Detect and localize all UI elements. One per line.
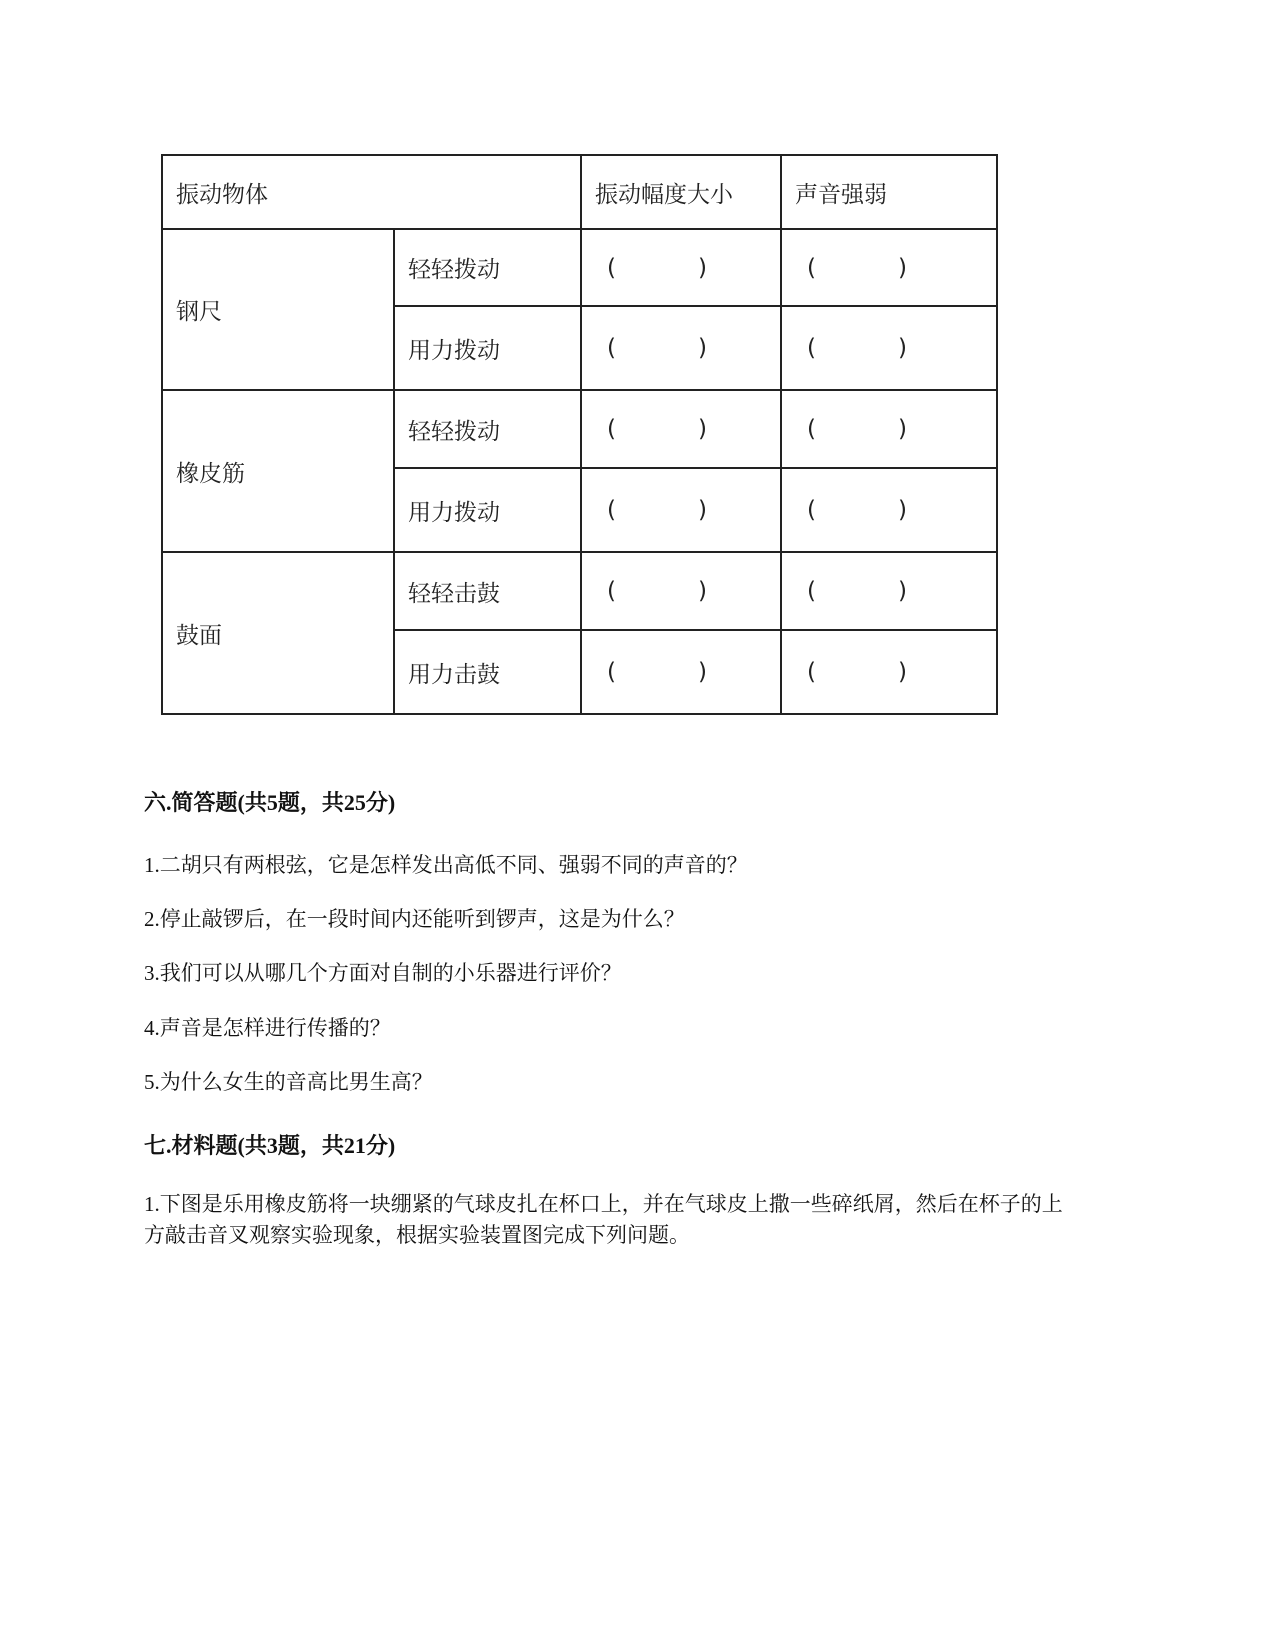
- section-6-title: 六.简答题(共5题，共25分): [144, 790, 396, 815]
- question-6-2: 2.停止敲锣后，在一段时间内还能听到锣声，这是为什么？: [144, 907, 685, 931]
- open-paren: (: [807, 578, 816, 604]
- close-paren: ): [898, 578, 907, 604]
- object-cell: 钢尺: [162, 229, 394, 390]
- close-paren: ): [898, 416, 907, 442]
- open-paren: (: [607, 335, 616, 361]
- close-paren: ): [698, 335, 707, 361]
- open-paren: (: [607, 254, 616, 281]
- amplitude-blank[interactable]: [581, 468, 781, 552]
- close-paren: ): [898, 254, 907, 281]
- close-paren: ): [698, 497, 707, 523]
- open-paren: (: [807, 497, 816, 523]
- close-paren: ): [698, 416, 707, 442]
- object-cell: 鼓面: [162, 552, 394, 714]
- section-7-title: 七.材料题(共3题，共21分): [144, 1133, 396, 1158]
- close-paren: ): [898, 497, 907, 523]
- question-6-1: 1.二胡只有两根弦，它是怎样发出高低不同、强弱不同的声音的？: [144, 853, 748, 877]
- amplitude-blank[interactable]: [581, 390, 781, 468]
- action-cell: 轻轻击鼓: [394, 552, 581, 630]
- table-row: [162, 390, 997, 468]
- close-paren: ): [898, 659, 907, 685]
- open-paren: (: [607, 416, 616, 442]
- amplitude-blank[interactable]: [581, 229, 781, 306]
- open-paren: (: [607, 497, 616, 523]
- loudness-blank[interactable]: [781, 229, 997, 306]
- open-paren: (: [807, 335, 816, 361]
- table-row: [162, 229, 997, 306]
- loudness-blank[interactable]: [781, 468, 997, 552]
- question-6-3: 3.我们可以从哪几个方面对自制的小乐器进行评价？: [144, 961, 622, 985]
- open-paren: (: [607, 578, 616, 604]
- question-6-5: 5.为什么女生的音高比男生高？: [144, 1070, 433, 1094]
- object-cell: 橡皮筋: [162, 390, 394, 552]
- header-loudness: 声音强弱: [781, 155, 997, 229]
- amplitude-blank[interactable]: [581, 630, 781, 714]
- close-paren: ): [898, 335, 907, 361]
- loudness-blank[interactable]: [781, 306, 997, 390]
- close-paren: ): [698, 578, 707, 604]
- loudness-blank[interactable]: [781, 390, 997, 468]
- action-cell: 轻轻拨动: [394, 390, 581, 468]
- header-object: 振动物体: [162, 155, 581, 229]
- table-row: [162, 552, 997, 630]
- open-paren: (: [807, 254, 816, 281]
- open-paren: (: [607, 659, 616, 685]
- action-cell: 用力拨动: [394, 468, 581, 552]
- header-amplitude: 振动幅度大小: [581, 155, 781, 229]
- open-paren: (: [807, 416, 816, 442]
- action-cell: 轻轻拨动: [394, 229, 581, 306]
- loudness-blank[interactable]: [781, 552, 997, 630]
- action-cell: 用力拨动: [394, 306, 581, 390]
- question-6-4: 4.声音是怎样进行传播的？: [144, 1016, 391, 1040]
- vibration-table: [161, 154, 998, 715]
- action-cell: 用力击鼓: [394, 630, 581, 714]
- close-paren: ): [698, 659, 707, 685]
- open-paren: (: [807, 659, 816, 685]
- amplitude-blank[interactable]: [581, 306, 781, 390]
- close-paren: ): [698, 254, 707, 281]
- amplitude-blank[interactable]: [581, 552, 781, 630]
- loudness-blank[interactable]: [781, 630, 997, 714]
- question-7-1: 1.下图是乐用橡皮筋将一块绷紧的气球皮扎在杯口上，并在气球皮上撒一些碎纸屑，然后在杯子的上方敲击音叉观察实验现象，根据实验装置图完成下列问题。: [144, 1192, 1063, 1247]
